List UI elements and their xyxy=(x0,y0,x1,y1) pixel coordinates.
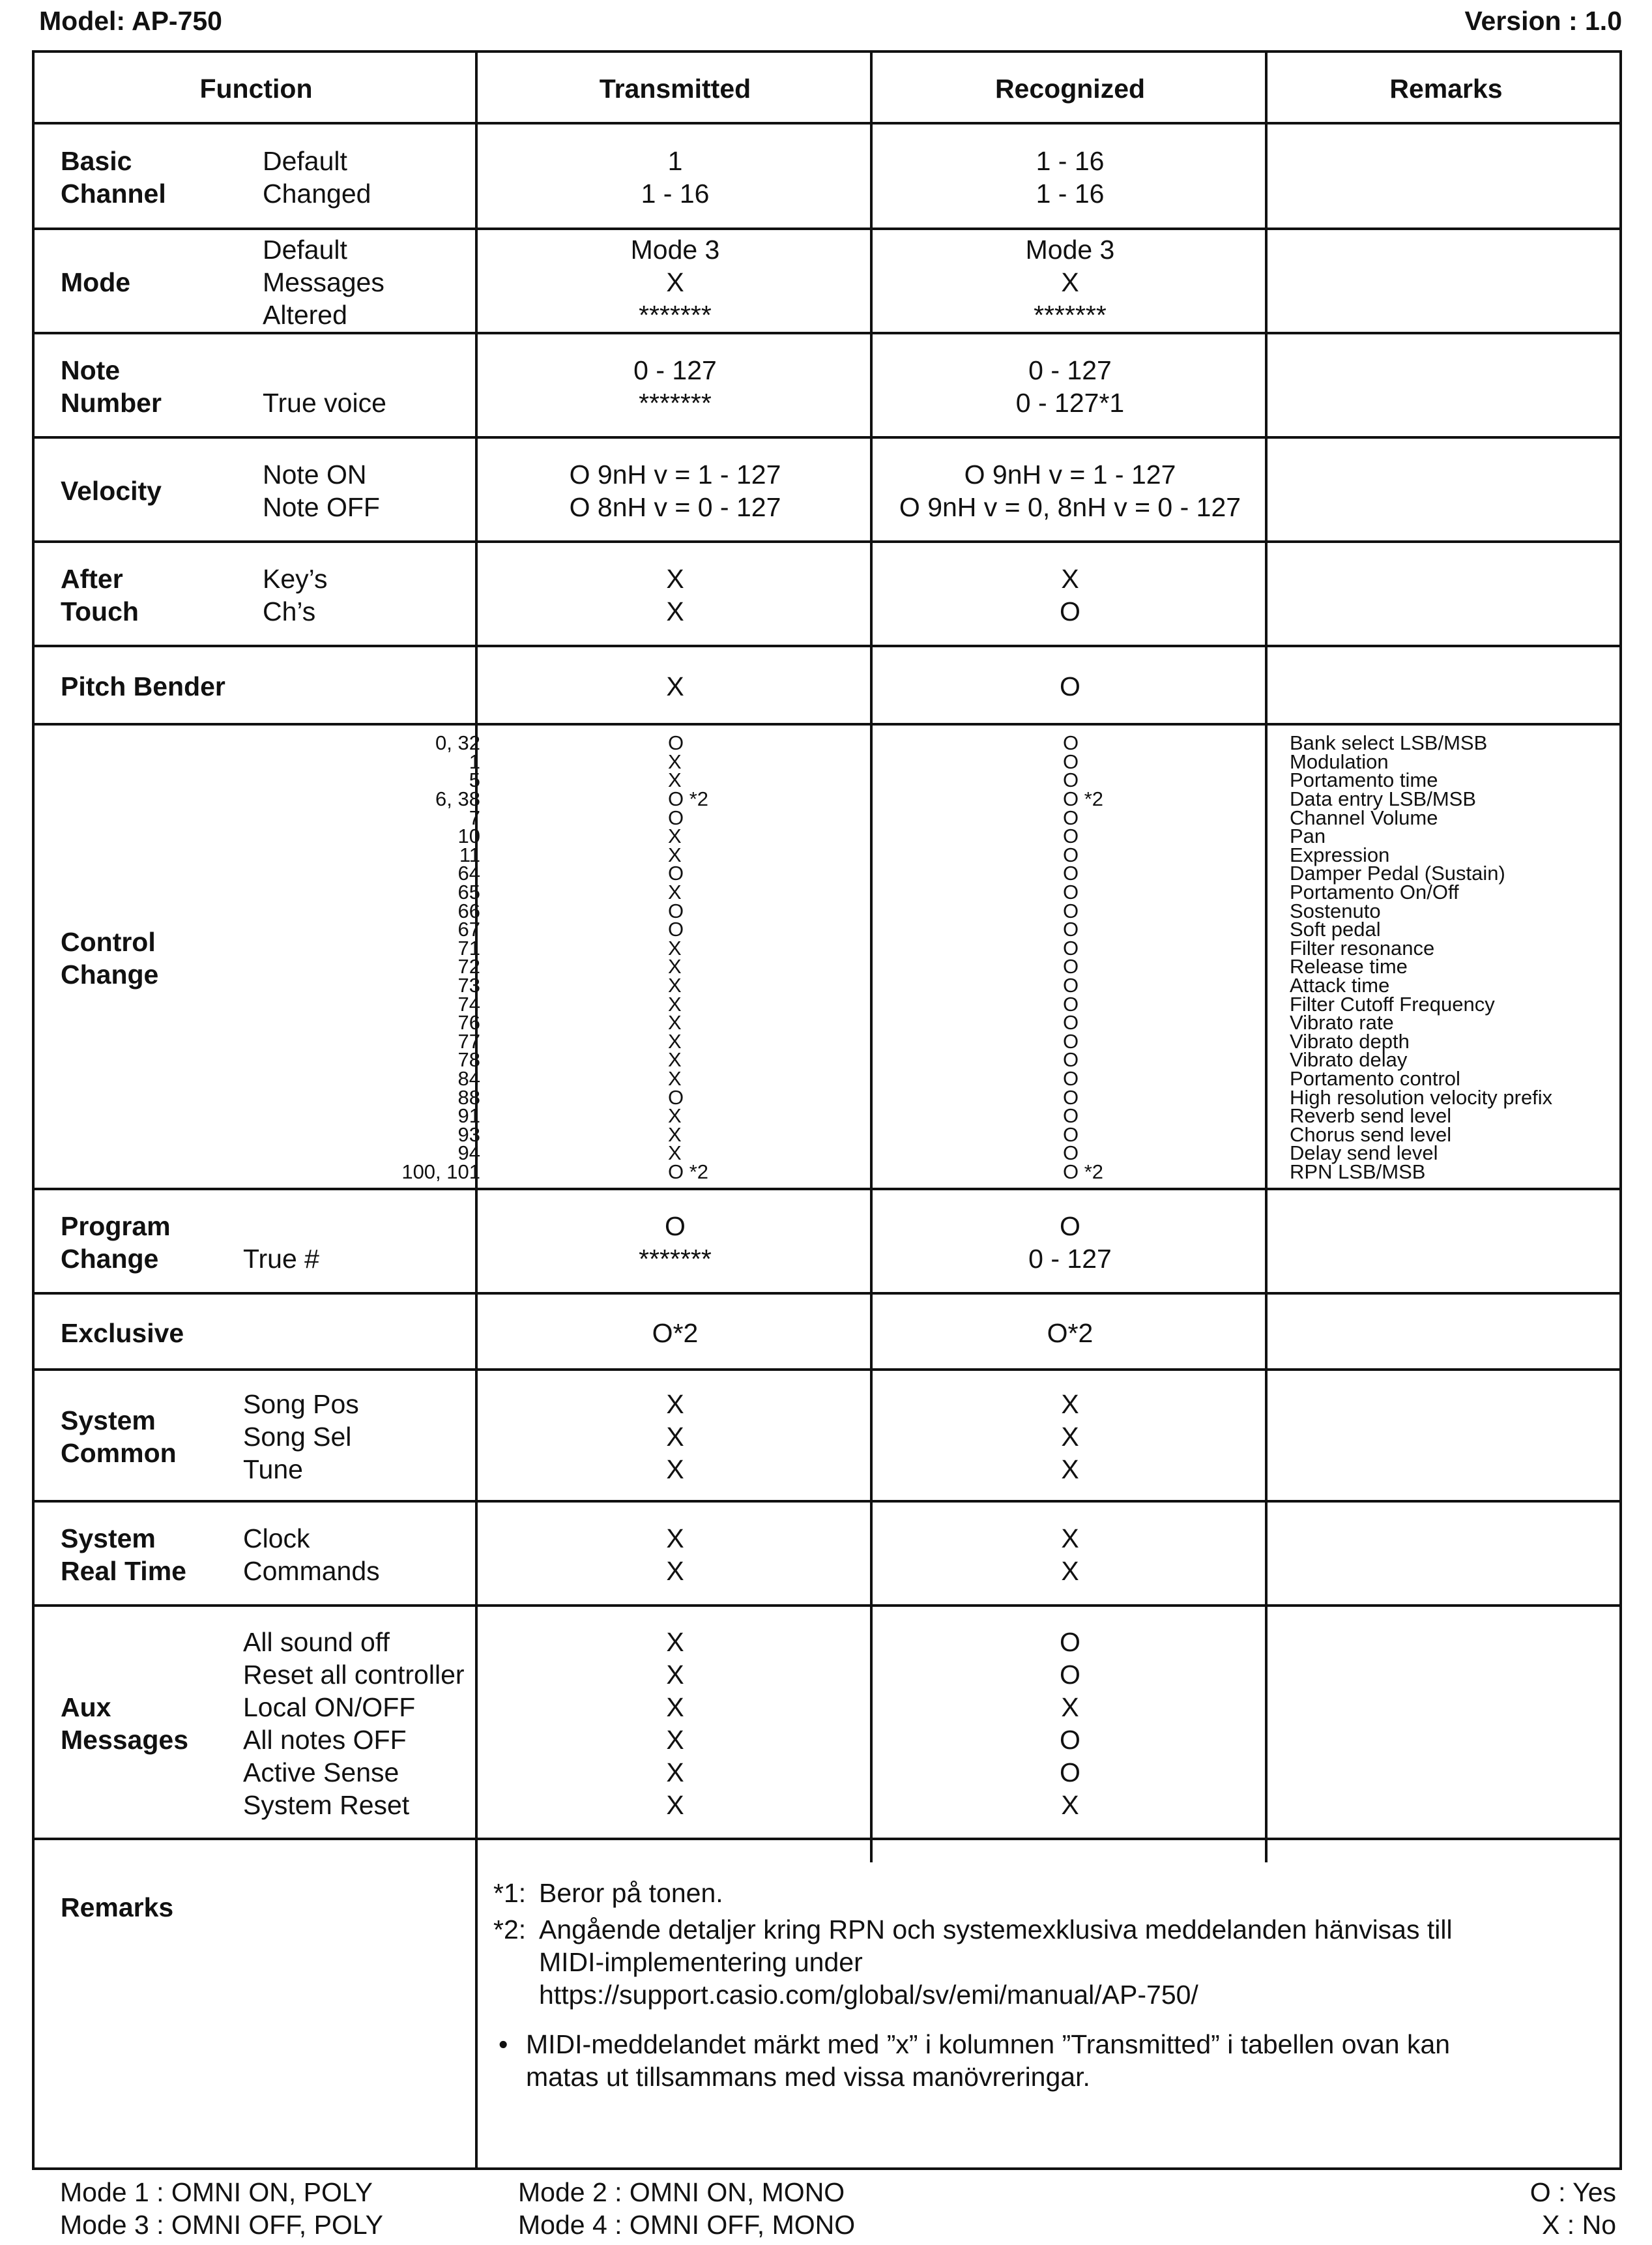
remark-text: Data entry LSB/MSB xyxy=(1290,787,1477,811)
row-label-line: Exclusive xyxy=(61,1317,184,1348)
recognized-system-real-time xyxy=(873,1522,1268,1587)
control-number: 73 xyxy=(457,974,480,997)
control-number: 0, 32 xyxy=(435,731,480,755)
row-sublabels-note-number xyxy=(263,354,386,419)
recognized-value: X xyxy=(1061,1422,1079,1452)
control-number: 7 xyxy=(469,806,480,829)
control-number: 11 xyxy=(459,843,480,866)
transmitted-system-real-time xyxy=(478,1522,873,1587)
row-sublabel: Local ON/OFF xyxy=(243,1692,416,1722)
transmitted-velocity xyxy=(478,458,873,523)
remark-text: Modulation xyxy=(1290,750,1389,773)
recognized-value: O xyxy=(1063,974,1079,997)
control-number: 65 xyxy=(457,881,480,904)
transmitted-value: O xyxy=(668,806,684,829)
row-label-line: System xyxy=(61,1405,156,1435)
model-label: Model: AP-750 xyxy=(39,6,222,36)
row-sublabel: Changed xyxy=(263,179,371,209)
row-divider xyxy=(35,436,1619,439)
row-sublabel: Clock xyxy=(243,1523,310,1553)
transmitted-value: O 8nH v = 0 - 127 xyxy=(569,492,781,522)
remark-text: Filter Cutoff Frequency xyxy=(1290,992,1495,1016)
recognized-value: O *2 xyxy=(1063,1160,1104,1183)
transmitted-value: 0 - 127 xyxy=(633,355,717,385)
footnote-1-mark: *1: xyxy=(493,1878,527,1908)
row-label-line: Control xyxy=(61,926,156,957)
transmitted-value: X xyxy=(666,1790,684,1820)
legend-no: X : No xyxy=(1542,2210,1616,2240)
transmitted-value: X xyxy=(666,1757,684,1787)
transmitted-value: X xyxy=(666,1627,684,1657)
recognized-value: X xyxy=(1061,564,1079,594)
row-sublabels-aux-messages xyxy=(243,1626,465,1821)
row-label-line: Velocity xyxy=(61,476,162,506)
row-sublabel: Song Sel xyxy=(243,1422,352,1452)
transmitted-value: X xyxy=(666,1422,684,1452)
remark-text: High resolution velocity prefix xyxy=(1290,1085,1553,1109)
row-divider xyxy=(35,122,1619,125)
recognized-note-number xyxy=(873,354,1268,419)
footnote-2-text: MIDI-implementering under xyxy=(539,1947,863,1977)
control-number: 78 xyxy=(457,1048,480,1072)
control-remarks xyxy=(1290,731,1553,1183)
footer-mode1: Mode 1 : OMNI ON, POLY xyxy=(60,2177,373,2207)
recognized-value: O xyxy=(1063,918,1079,941)
control-number: 84 xyxy=(457,1066,480,1090)
recognized-value: X xyxy=(1061,1692,1079,1722)
footnote-2-mark: *2: xyxy=(493,1915,527,1944)
transmitted-value: O 9nH v = 1 - 127 xyxy=(569,460,781,490)
footer-mode2: Mode 2 : OMNI ON, MONO xyxy=(518,2177,845,2207)
transmitted-system-common xyxy=(478,1388,873,1486)
remark-text: Pan xyxy=(1290,825,1326,848)
remark-text: Vibrato depth xyxy=(1290,1029,1410,1053)
row-sublabel xyxy=(243,1210,319,1242)
row-label-line: Program xyxy=(61,1211,171,1241)
row-sublabel: System Reset xyxy=(243,1790,410,1820)
recognized-value: O xyxy=(1063,881,1079,904)
row-label-line: Basic xyxy=(61,146,132,176)
row-label-line: Touch xyxy=(61,596,139,626)
row-sublabels-program-change xyxy=(243,1210,319,1275)
recognized-value: ******* xyxy=(1034,300,1107,330)
control-number: 100, 101 xyxy=(401,1160,480,1183)
row-label-line: Number xyxy=(61,388,162,418)
row-sublabel: All sound off xyxy=(243,1627,390,1657)
recognized-value: X xyxy=(1061,1454,1079,1484)
transmitted-value: O xyxy=(668,731,684,755)
row-sublabel: True voice xyxy=(263,388,386,418)
control-number: 93 xyxy=(457,1122,480,1146)
row-label-mode xyxy=(61,266,130,299)
recognized-system-common xyxy=(873,1388,1268,1486)
transmitted-value: X xyxy=(668,992,682,1016)
version-label: Version : 1.0 xyxy=(1464,6,1622,36)
row-divider xyxy=(35,645,1619,647)
row-label-system-real-time xyxy=(61,1522,186,1587)
row-sublabels-system-real-time xyxy=(243,1522,380,1587)
recognized-value: O xyxy=(1063,825,1079,848)
control-number: 6, 38 xyxy=(435,787,480,811)
row-sublabel: Commands xyxy=(243,1556,380,1586)
row-sublabel: Reset all controller xyxy=(243,1660,465,1690)
row-sublabels-mode xyxy=(263,233,384,331)
row-sublabel: Song Pos xyxy=(243,1389,359,1419)
row-label-line: Change xyxy=(61,1244,159,1274)
transmitted-value: ******* xyxy=(639,388,712,418)
transmitted-value: X xyxy=(666,1454,684,1484)
control-number: 66 xyxy=(457,899,480,922)
row-label-line: Mode xyxy=(61,267,131,297)
row-divider xyxy=(35,1188,1619,1190)
recognized-value: 1 - 16 xyxy=(1036,179,1105,209)
transmitted-value: X xyxy=(666,1523,684,1553)
row-sublabel: Key’s xyxy=(263,564,328,594)
recognized-value: O xyxy=(1060,1211,1080,1241)
row-sublabel: True # xyxy=(243,1244,319,1274)
row-sublabels-system-common xyxy=(243,1388,359,1486)
remark-text: Damper Pedal (Sustain) xyxy=(1290,862,1505,885)
row-sublabels-velocity xyxy=(263,458,380,523)
transmitted-value: X xyxy=(666,596,684,626)
row-sublabel: Default xyxy=(263,146,347,176)
recognized-value: O xyxy=(1063,1048,1079,1072)
remark-text: Expression xyxy=(1290,843,1390,866)
transmitted-value: X xyxy=(668,974,682,997)
recognized-value: O 9nH v = 0, 8nH v = 0 - 127 xyxy=(899,492,1241,522)
transmitted-value: ******* xyxy=(639,1244,712,1274)
recognized-value: X xyxy=(1061,1523,1079,1553)
remark-text: Portamento control xyxy=(1290,1066,1460,1090)
recognized-value: X xyxy=(1061,267,1079,297)
row-sublabel: Note ON xyxy=(263,460,367,490)
column-header-recognized: Recognized xyxy=(994,74,1146,104)
recognized-value: 1 - 16 xyxy=(1036,146,1105,176)
remark-text: Portamento On/Off xyxy=(1290,881,1459,904)
row-label-control-change xyxy=(61,926,158,991)
row-sublabel: Tune xyxy=(243,1454,303,1484)
recognized-value: O xyxy=(1060,1660,1080,1690)
transmitted-value: 1 - 16 xyxy=(641,179,710,209)
row-divider xyxy=(35,332,1619,334)
recognized-value: O xyxy=(1063,1104,1079,1128)
transmitted-aux-messages xyxy=(478,1626,873,1821)
transmitted-value: X xyxy=(666,1660,684,1690)
transmitted-pitch-bender xyxy=(478,670,873,703)
column-header-function: Function xyxy=(199,74,313,104)
recognized-mode xyxy=(873,233,1268,331)
recognized-value: X xyxy=(1061,1556,1079,1586)
row-divider xyxy=(35,540,1619,543)
control-number: 10 xyxy=(457,825,480,848)
recognized-value: O*2 xyxy=(1047,1317,1094,1348)
transmitted-value: X xyxy=(668,750,682,773)
row-label-line: Common xyxy=(61,1438,177,1468)
row-label-line: Aux xyxy=(61,1692,111,1722)
transmitted-value: X xyxy=(666,671,684,701)
bullet-note-text: MIDI-meddelandet märkt med ”x” i kolumnen ”Transmitted” i tabellen ovan kan xyxy=(526,2029,1451,2059)
row-label-line: Note xyxy=(61,355,121,385)
row-divider xyxy=(35,227,1619,230)
recognized-pitch-bender xyxy=(873,670,1268,703)
transmitted-value: X xyxy=(666,564,684,594)
row-label-line: Pitch Bender xyxy=(61,671,225,701)
transmitted-value: X xyxy=(668,1141,682,1165)
transmitted-value: X xyxy=(666,267,684,297)
recognized-value: O xyxy=(1063,936,1079,960)
row-sublabel xyxy=(263,354,386,387)
footer-mode3: Mode 3 : OMNI OFF, POLY xyxy=(60,2210,383,2240)
transmitted-value: X xyxy=(668,881,682,904)
recognized-value: O xyxy=(1063,1011,1079,1034)
remark-text: Vibrato rate xyxy=(1290,1011,1394,1034)
control-number: 71 xyxy=(457,936,480,960)
row-label-note-number xyxy=(61,354,162,419)
remark-text: RPN LSB/MSB xyxy=(1290,1160,1426,1183)
control-recognized xyxy=(1063,731,1104,1183)
row-sublabel: Active Sense xyxy=(243,1757,399,1787)
remark-text: Portamento time xyxy=(1290,769,1438,792)
recognized-value: O xyxy=(1063,731,1079,755)
transmitted-after-touch xyxy=(478,563,873,628)
control-number: 88 xyxy=(457,1085,480,1109)
bullet-note-mark: • xyxy=(499,2029,508,2059)
transmitted-value: X xyxy=(668,955,682,978)
recognized-value: O xyxy=(1063,955,1079,978)
column-header-remarks: Remarks xyxy=(1389,74,1503,104)
recognized-value: 0 - 127 xyxy=(1028,1244,1112,1274)
row-sublabels-after-touch xyxy=(263,563,328,628)
recognized-value: O xyxy=(1060,1757,1080,1787)
recognized-value: O xyxy=(1063,992,1079,1016)
transmitted-value: X xyxy=(666,1692,684,1722)
row-label-basic-channel xyxy=(61,145,166,210)
recognized-value: O xyxy=(1063,1066,1079,1090)
recognized-value: O xyxy=(1063,1085,1079,1109)
recognized-value: X xyxy=(1061,1790,1079,1820)
row-sublabels-basic-channel xyxy=(263,145,371,210)
row-divider xyxy=(35,1500,1619,1503)
transmitted-value: X xyxy=(666,1556,684,1586)
row-label-line: Change xyxy=(61,959,159,990)
recognized-velocity xyxy=(873,458,1268,523)
recognized-value: O xyxy=(1063,769,1079,792)
transmitted-value: X xyxy=(668,843,682,866)
transmitted-value: O xyxy=(665,1211,686,1241)
remark-text: Reverb send level xyxy=(1290,1104,1452,1128)
recognized-exclusive xyxy=(873,1317,1268,1349)
control-number: 77 xyxy=(457,1029,480,1053)
recognized-program-change xyxy=(873,1210,1268,1275)
transmitted-value: O *2 xyxy=(668,1160,709,1183)
control-number: 76 xyxy=(457,1011,480,1034)
footnote-2-text: https://support.casio.com/global/sv/emi/manual/AP-750/ xyxy=(539,1980,1198,2010)
remark-text: Attack time xyxy=(1290,974,1390,997)
row-label-line: Real Time xyxy=(61,1556,186,1586)
remark-text: Delay send level xyxy=(1290,1141,1438,1165)
row-label-program-change xyxy=(61,1210,171,1275)
recognized-value: O *2 xyxy=(1063,787,1104,811)
remark-text: Release time xyxy=(1290,955,1408,978)
recognized-value: O xyxy=(1060,1627,1080,1657)
transmitted-value: X xyxy=(668,769,682,792)
row-label-system-common xyxy=(61,1404,177,1469)
control-number: 5 xyxy=(469,769,480,792)
recognized-value: O xyxy=(1063,843,1079,866)
row-label-aux-messages xyxy=(61,1691,188,1756)
recognized-value: O xyxy=(1063,1141,1079,1165)
transmitted-value: ******* xyxy=(639,300,712,330)
control-number: 72 xyxy=(457,955,480,978)
row-label-velocity xyxy=(61,475,162,507)
transmitted-value: O xyxy=(668,918,684,941)
recognized-value: O xyxy=(1063,862,1079,885)
footer-mode4: Mode 4 : OMNI OFF, MONO xyxy=(518,2210,856,2240)
recognized-value: X xyxy=(1061,1389,1079,1419)
transmitted-value: O *2 xyxy=(668,787,709,811)
transmitted-value: X xyxy=(668,1029,682,1053)
recognized-value: O xyxy=(1060,1725,1080,1755)
control-number: 74 xyxy=(457,992,480,1016)
transmitted-value: O xyxy=(668,899,684,922)
row-sublabel: All notes OFF xyxy=(243,1725,407,1755)
remark-text: Soft pedal xyxy=(1290,918,1381,941)
row-divider xyxy=(35,1604,1619,1607)
transmitted-value: X xyxy=(668,1011,682,1034)
control-numbers xyxy=(295,731,480,1183)
row-sublabel: Ch’s xyxy=(263,596,316,626)
row-divider xyxy=(35,1368,1619,1371)
legend-yes: O : Yes xyxy=(1529,2177,1616,2207)
control-transmitted xyxy=(668,731,709,1183)
transmitted-program-change xyxy=(478,1210,873,1275)
row-sublabel: Note OFF xyxy=(263,492,380,522)
remark-text: Channel Volume xyxy=(1290,806,1438,829)
row-sublabel: Altered xyxy=(263,300,347,330)
recognized-aux-messages xyxy=(873,1626,1268,1821)
row-label-pitch-bender xyxy=(61,670,225,703)
recognized-value: O xyxy=(1060,596,1080,626)
row-sublabel: Default xyxy=(263,235,347,265)
control-number: 67 xyxy=(457,918,480,941)
midi-implementation-chart xyxy=(32,50,1622,2170)
transmitted-value: O xyxy=(668,862,684,885)
footnote-2-text: Angående detaljer kring RPN och systemexklusiva meddelanden hänvisas till xyxy=(539,1915,1453,1944)
remark-text: Filter resonance xyxy=(1290,936,1435,960)
remark-text: Sostenuto xyxy=(1290,899,1381,922)
transmitted-exclusive xyxy=(478,1317,873,1349)
row-label-line: After xyxy=(61,564,123,594)
recognized-value: 0 - 127*1 xyxy=(1015,388,1125,418)
transmitted-value: X xyxy=(668,936,682,960)
remarks-label: Remarks xyxy=(61,1892,174,1922)
transmitted-value: X xyxy=(666,1725,684,1755)
recognized-value: O xyxy=(1063,1122,1079,1146)
control-number: 64 xyxy=(457,862,480,885)
recognized-after-touch xyxy=(873,563,1268,628)
transmitted-value: 1 xyxy=(667,146,683,176)
transmitted-value: O*2 xyxy=(652,1317,699,1348)
recognized-value: O xyxy=(1063,750,1079,773)
transmitted-value: X xyxy=(666,1389,684,1419)
transmitted-value: X xyxy=(668,1066,682,1090)
control-number: 1 xyxy=(469,750,480,773)
transmitted-value: X xyxy=(668,825,682,848)
recognized-value: 0 - 127 xyxy=(1028,355,1112,385)
recognized-value: O xyxy=(1063,806,1079,829)
recognized-value: O 9nH v = 1 - 127 xyxy=(964,460,1176,490)
remark-text: Bank select LSB/MSB xyxy=(1290,731,1488,755)
transmitted-value: X xyxy=(668,1104,682,1128)
row-sublabel: Messages xyxy=(263,267,384,297)
recognized-value: O xyxy=(1063,1029,1079,1053)
row-label-after-touch xyxy=(61,563,139,628)
transmitted-value: X xyxy=(668,1048,682,1072)
row-label-exclusive xyxy=(61,1317,184,1349)
recognized-value: O xyxy=(1063,899,1079,922)
recognized-value: O xyxy=(1060,671,1080,701)
transmitted-value: O xyxy=(668,1085,684,1109)
row-divider xyxy=(35,723,1619,726)
row-label-line: System xyxy=(61,1523,156,1553)
recognized-basic-channel xyxy=(873,145,1268,210)
recognized-value: Mode 3 xyxy=(1025,235,1115,265)
column-header-transmitted: Transmitted xyxy=(599,74,751,104)
transmitted-value: X xyxy=(668,1122,682,1146)
footnote-1-text: Beror på tonen. xyxy=(539,1878,723,1908)
transmitted-basic-channel xyxy=(478,145,873,210)
row-divider xyxy=(35,1838,1619,1840)
row-label-line: Messages xyxy=(61,1725,189,1755)
control-number: 91 xyxy=(457,1104,480,1128)
bullet-note-text: matas ut tillsammans med vissa manövreringar. xyxy=(526,2062,1090,2092)
row-divider xyxy=(35,1292,1619,1295)
row-label-line: Channel xyxy=(61,179,166,209)
control-number: 94 xyxy=(457,1141,480,1165)
transmitted-mode xyxy=(478,233,873,331)
transmitted-note-number xyxy=(478,354,873,419)
remark-text: Vibrato delay xyxy=(1290,1048,1408,1072)
remark-text: Chorus send level xyxy=(1290,1122,1452,1146)
transmitted-value: Mode 3 xyxy=(630,235,720,265)
